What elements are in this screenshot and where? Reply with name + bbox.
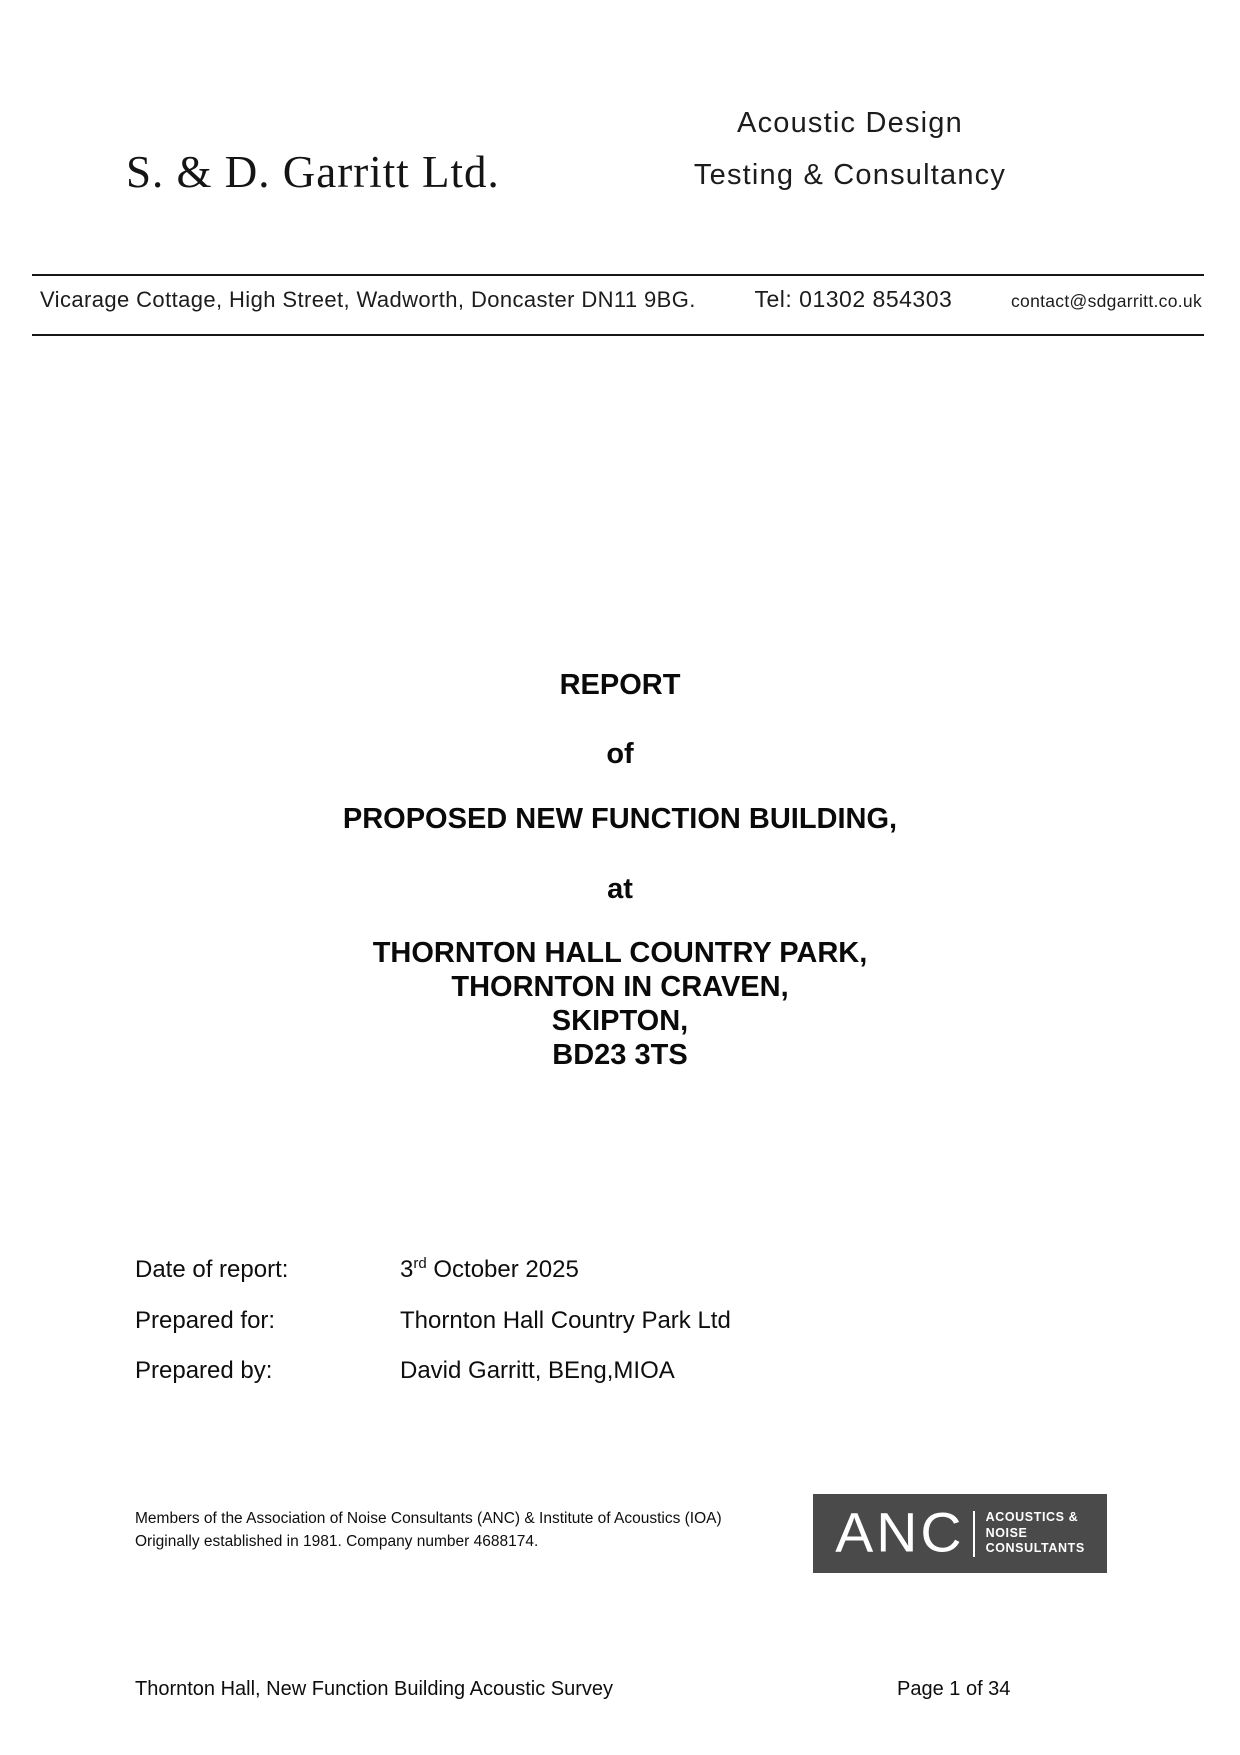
anc-caption-line-3: CONSULTANTS [985, 1541, 1085, 1556]
title-site-postcode: BD23 3TS [552, 1039, 688, 1071]
title-site-line-3: SKIPTON, [551, 1005, 689, 1037]
prepared-for-value: Thornton Hall Country Park Ltd [400, 1307, 731, 1334]
date-ordinal-suffix: rd [413, 1255, 427, 1272]
date-of-report-value [400, 1256, 579, 1284]
title-site-line-1: THORNTON HALL COUNTRY PARK, [372, 937, 868, 969]
company-phone: Tel: 01302 854303 [754, 286, 953, 312]
title-subject: PROPOSED NEW FUNCTION BUILDING, [342, 803, 898, 835]
anc-logo-divider [973, 1511, 975, 1557]
membership-line-1: Members of the Association of Noise Consultants (ANC) & Institute of Acoustics (IOA) [135, 1510, 722, 1527]
prepared-by-label: Prepared by: [135, 1357, 273, 1384]
company-tagline [640, 97, 1060, 201]
anc-caption-line-1: ACOUSTICS & [985, 1510, 1079, 1525]
anc-logo-acronym: ANC [835, 1501, 965, 1565]
letterhead-rule-bottom [32, 334, 1204, 336]
title-at: at [607, 873, 633, 905]
detail-row-date [0, 1256, 1240, 1286]
company-address: Vicarage Cottage, High Street, Wadworth, Doncaster DN11 9BG. [40, 287, 696, 312]
company-name: S. & D. Garritt Ltd. [126, 147, 500, 197]
anc-logo-caption [986, 1510, 1085, 1557]
prepared-by-value: David Garritt, BEng,MIOA [400, 1357, 675, 1384]
anc-logo [813, 1494, 1107, 1573]
prepared-for-label: Prepared for: [135, 1307, 276, 1334]
detail-row-prepared-for [0, 1307, 1240, 1337]
membership-line-2: Originally established in 1981. Company number 4688174. [135, 1532, 539, 1550]
date-day: 3 [400, 1256, 414, 1283]
membership-note [135, 1508, 755, 1553]
title-site-line-2: THORNTON IN CRAVEN, [451, 971, 789, 1003]
title-report: REPORT [559, 669, 681, 701]
date-of-report-label: Date of report: [135, 1256, 289, 1283]
footer-document-title: Thornton Hall, New Function Building Acoustic Survey [135, 1678, 614, 1700]
date-month-year: October 2025 [426, 1256, 579, 1283]
title-of: of [606, 738, 634, 770]
letterhead-rule-top [32, 274, 1204, 276]
detail-row-prepared-by [0, 1357, 1240, 1387]
footer-page-number: Page 1 of 34 [897, 1678, 1011, 1700]
tagline-line-1: Acoustic Design [737, 107, 963, 139]
letterhead-contact-row [40, 286, 1202, 313]
anc-caption-line-2: NOISE [985, 1525, 1028, 1540]
company-email: contact@sdgarritt.co.uk [1011, 291, 1202, 311]
tagline-line-2: Testing & Consultancy [693, 159, 1007, 191]
